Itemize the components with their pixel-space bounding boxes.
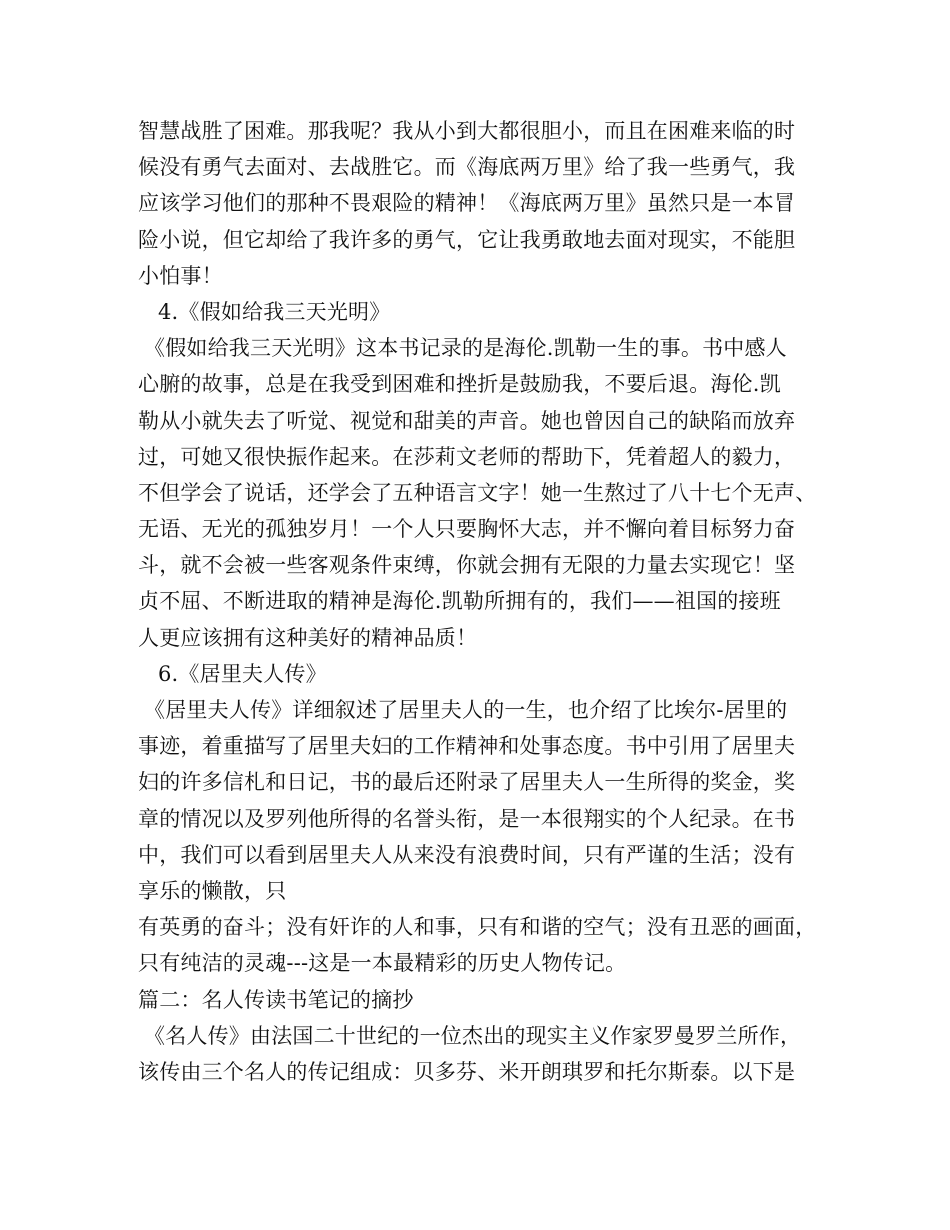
section-heading-6: 6.《居里夫人传》 bbox=[158, 661, 327, 686]
text-line: 险小说，但它却给了我许多的勇气，它让我勇敢地去面对现实，不能胆 bbox=[138, 227, 796, 252]
text-line: 人更应该拥有这种美好的精神品质！ bbox=[138, 625, 478, 650]
text-line: 中，我们可以看到居里夫人从来没有浪费时间，只有严谨的生活；没有 bbox=[138, 842, 796, 867]
text-line: 事迹，着重描写了居里夫妇的工作精神和处事态度。书中引用了居里夫 bbox=[138, 734, 796, 759]
chapter-heading: 篇二：名人传读书笔记的摘抄 bbox=[138, 987, 414, 1012]
text-line: 贞不屈、不断进取的精神是海伦.凯勒所拥有的，我们——祖国的接班 bbox=[138, 589, 781, 614]
text-line: 应该学习他们的那种不畏艰险的精神！《海底两万里》虽然只是一本冒 bbox=[138, 191, 796, 216]
text-line: 心腑的故事，总是在我受到困难和挫折是鼓励我，不要后退。海伦.凯 bbox=[138, 372, 781, 397]
text-line: 《名人传》由法国二十世纪的一位杰出的现实主义作家罗曼罗兰所作， bbox=[144, 1023, 802, 1048]
text-line: 过，可她又很快振作起来。在莎莉文老师的帮助下，凭着超人的毅力， bbox=[138, 444, 796, 469]
section-heading-4: 4.《假如给我三天光明》 bbox=[158, 299, 391, 324]
text-line: 斗，就不会被一些客观条件束缚，你就会拥有无限的力量去实现它！坚 bbox=[138, 553, 796, 578]
text-line: 只有纯洁的灵魂---这是一本最精彩的历史人物传记。 bbox=[138, 951, 627, 976]
text-line: 妇的许多信札和日记，书的最后还附录了居里夫人一生所得的奖金，奖 bbox=[138, 770, 796, 795]
text-line: 章的情况以及罗列他所得的名誉头衔，是一本很翔实的个人纪录。在书 bbox=[138, 806, 796, 831]
text-line: 勒从小就失去了听觉、视觉和甜美的声音。她也曾因自己的缺陷而放弃 bbox=[138, 408, 796, 433]
body-text bbox=[138, 113, 838, 1090]
text-line: 有英勇的奋斗；没有奸诈的人和事，只有和谐的空气；没有丑恶的画面， bbox=[138, 915, 817, 940]
text-line: 小怕事！ bbox=[138, 263, 223, 288]
text-line: 《假如给我三天光明》这本书记录的是海伦.凯勒一生的事。书中感人 bbox=[144, 336, 787, 361]
text-line: 无语、无光的孤独岁月！一个人只要胸怀大志，并不懈向着目标努力奋 bbox=[138, 517, 796, 542]
text-line: 享乐的懒散，只 bbox=[138, 878, 287, 903]
text-line: 该传由三个名人的传记组成：贝多芬、米开朗琪罗和托尔斯泰。以下是 bbox=[138, 1059, 796, 1084]
text-line: 候没有勇气去面对、去战胜它。而《海底两万里》给了我一些勇气，我 bbox=[138, 155, 796, 180]
text-line: 《居里夫人传》详细叙述了居里夫人的一生，也介绍了比埃尔-居里的 bbox=[144, 698, 788, 722]
text-line: 智慧战胜了困难。那我呢？我从小到大都很胆小，而且在困难来临的时 bbox=[138, 119, 796, 143]
text-line: 不但学会了说话，还学会了五种语言文字！她一生熬过了八十七个无声、 bbox=[138, 480, 817, 505]
